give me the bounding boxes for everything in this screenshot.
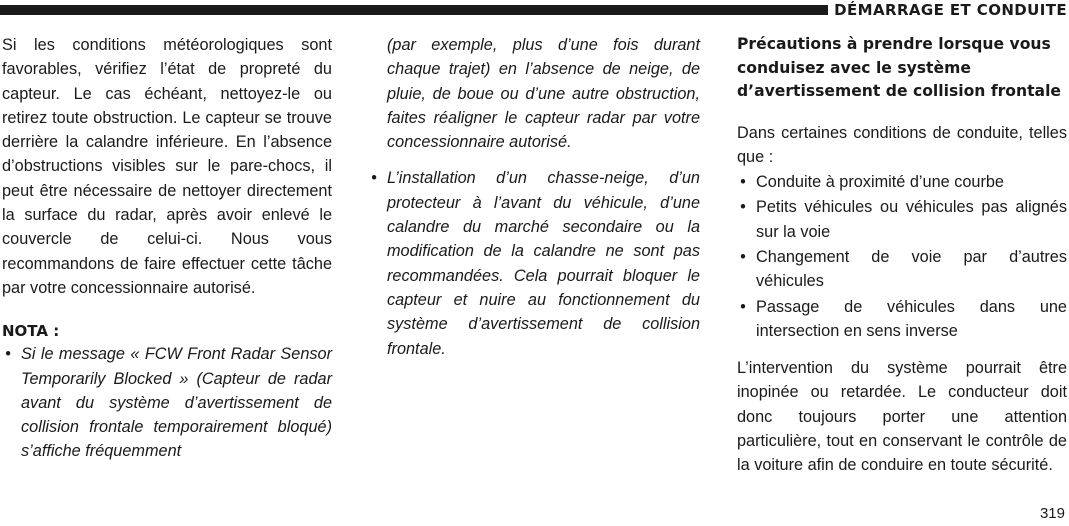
note-bullet-text: Si le message « FCW Front Radar Sensor Temporarily Blocked » (Capteur de radar avant du système d’avertissement de collision frontale temporairement bloqué) s’affiche fréquemment: [21, 345, 332, 461]
intro-paragraph: Dans certaines conditions de conduite, telles que :: [737, 123, 1067, 166]
note-bullet: [368, 166, 700, 360]
list-item-text: Changement de voie par d’autres véhicules: [756, 247, 1067, 291]
section-title: DÉMARRAGE ET CONDUITE: [834, 1, 1067, 19]
note-bullet: [2, 342, 332, 463]
list-item: [737, 295, 1067, 344]
precautions-heading: Précautions à prendre lorsque vous conduisez avec le système d’avertissement de collision frontale: [737, 35, 1062, 100]
page-number: 319: [1039, 505, 1065, 522]
column-middle: [368, 33, 700, 361]
note-bullet-text: L’installation d’un chasse-neige, d’un protecteur à l’avant du véhicule, d’une calandre du marché secondaire ou la modification de la calandre ne sont pas recommandées. Cela pourrait bloquer le capteur et nuire au fonctionnement du système d’avertissement de collision frontale.: [387, 169, 700, 358]
bullet-icon: •: [740, 247, 746, 266]
list-item: [737, 170, 1067, 194]
bullet-icon: •: [740, 297, 746, 316]
closing-paragraph: L’intervention du système pourrait être inopinée ou retardée. Le conducteur doit donc toujours porter une attention particulière, tout en conservant le contrôle de la voiture afin de conduire en toute sécurité.: [737, 359, 1067, 475]
note-continuation-text: (par exemple, plus d’une fois durant chaque trajet) en l’absence de neige, de pluie, de boue ou d’une autre obstruction, faites réaligner le capteur radar par votre concessionnaire autorisé.: [387, 36, 700, 152]
list-item: [737, 245, 1067, 294]
bullet-icon: •: [740, 173, 746, 192]
note-bullet-continuation: [368, 33, 700, 154]
bullet-icon: •: [371, 169, 377, 188]
list-item-text: Passage de véhicules dans une intersection en sens inverse: [756, 297, 1067, 340]
column-left: [2, 33, 332, 464]
bullet-icon: •: [5, 345, 11, 364]
header-rule: [0, 5, 828, 15]
bullet-icon: •: [740, 198, 746, 217]
note-heading: NOTA :: [2, 322, 60, 341]
list-item-text: Conduite à proximité d’une courbe: [756, 173, 1004, 192]
column-right: [737, 33, 1067, 478]
cleaning-paragraph: Si les conditions météorologiques sont favorables, vérifiez l’état de propreté du capteur. Le cas échéant, nettoyez-le ou retirez toute obstruction. Le capteur se trouve derrière la calandre inférieure. En l’absence d’obstructions visibles sur le pare-chocs, il peut être nécessaire de nettoyer directement la surface du radar, après avoir enlevé le couvercle de celui-ci. Nous vous recommandons de faire effectuer cette tâche par votre concessionnaire autorisé.: [2, 36, 332, 297]
list-item-text: Petits véhicules ou véhicules pas alignés sur la voie: [756, 198, 1067, 241]
list-item: [737, 195, 1067, 244]
